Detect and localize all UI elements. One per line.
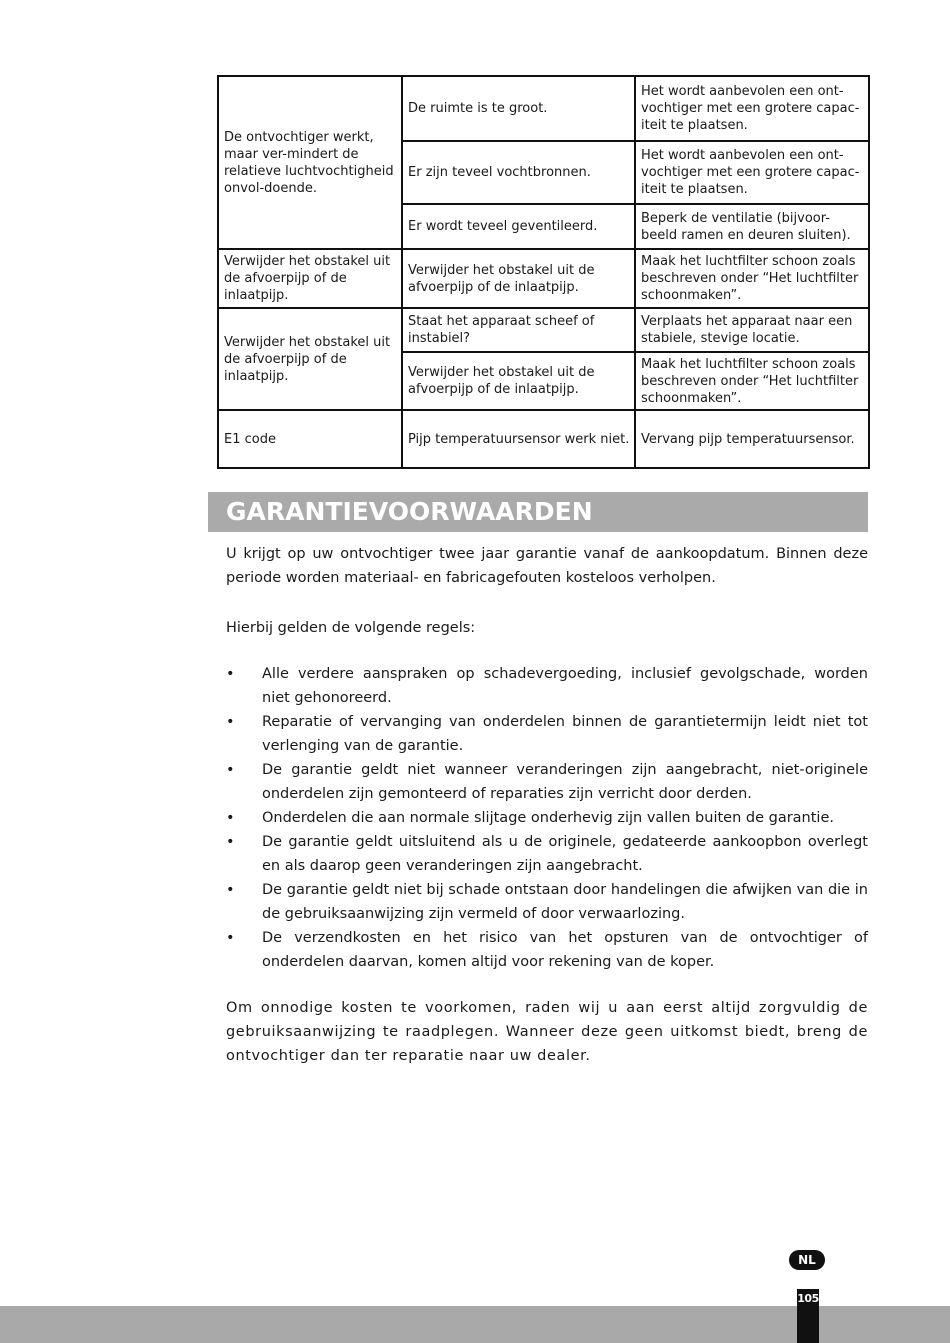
table-row (218, 410, 869, 468)
problem-cell: E1 code (218, 410, 402, 468)
table-row (218, 76, 869, 141)
list-item (226, 926, 868, 974)
rule-text: De garantie geldt niet bij schade ontstaan door handelingen die afwijken van die in de gebruiksaanwijzing zijn vermeld of door verwaarlozing. (262, 882, 868, 922)
closing-paragraph: Om onnodige kosten te voorkomen, raden wij u aan eerst altijd zorgvuldig de gebruiksaanwijzing te raadplegen. Wanneer deze geen uitkomst biedt, breng de ontvochtiger dan ter reparatie naar uw dealer. (226, 1000, 868, 1064)
problem-cell: Verwijder het obstakel uit de afvoerpijp of de inlaatpijp. (218, 249, 402, 308)
bullet-icon: • (226, 930, 235, 946)
solution-cell: Beperk de ventilatie (bijvoor-beeld ramen en deuren sluiten). (635, 204, 869, 249)
rule-text: De verzendkosten en het risico van het opsturen van de ontvochtiger of onderdelen daarvan, komen altijd voor rekening van de koper. (262, 930, 868, 970)
intro-paragraph: U krijgt op uw ontvochtiger twee jaar garantie vanaf de aankoopdatum. Binnen deze periode worden materiaal- en fabricagefouten kosteloos verholpen. (226, 546, 868, 586)
rule-text: Alle verdere aanspraken op schadevergoeding, inclusief gevolgschade, worden niet gehonoreerd. (262, 666, 868, 706)
list-item (226, 878, 868, 926)
solution-cell: Maak het luchtfilter schoon zoals beschreven onder “Het luchtfilter schoonmaken”. (635, 352, 869, 410)
rule-text: Onderdelen die aan normale slijtage onderhevig zijn vallen buiten de garantie. (262, 810, 834, 826)
solution-cell: Maak het luchtfilter schoon zoals beschreven onder “Het luchtfilter schoonmaken”. (635, 249, 869, 308)
list-item (226, 662, 868, 710)
solution-cell: Vervang pijp temperatuursensor. (635, 410, 869, 468)
bullet-icon: • (226, 810, 235, 826)
cause-cell: Verwijder het obstakel uit de afvoerpijp of de inlaatpijp. (402, 249, 635, 308)
bullet-icon: • (226, 666, 235, 682)
problem-cell: Verwijder het obstakel uit de afvoerpijp of de inlaatpijp. (218, 308, 402, 410)
cause-cell: Er wordt teveel geventileerd. (402, 204, 635, 249)
cause-cell: Verwijder het obstakel uit de afvoerpijp of de inlaatpijp. (402, 352, 635, 410)
rule-text: De garantie geldt niet wanneer veranderingen zijn aangebracht, niet-originele onderdelen zijn gemonteerd of reparaties zijn verricht door derden. (262, 762, 868, 802)
rule-text: Reparatie of vervanging van onderdelen binnen de garantietermijn leidt niet tot verlenging van de garantie. (262, 714, 868, 754)
cause-cell: Pijp temperatuursensor werk niet. (402, 410, 635, 468)
rules-intro: Hierbij gelden de volgende regels: (226, 620, 476, 636)
list-item (226, 830, 868, 878)
bullet-icon: • (226, 762, 235, 778)
list-item (226, 806, 868, 830)
problem-cell: De ontvochtiger werkt, maar ver-mindert de relatieve luchtvochtigheid onvol-doende. (218, 76, 402, 249)
section-heading: GARANTIEVOORWAARDEN (208, 492, 868, 532)
list-item (226, 758, 868, 806)
table-row (218, 249, 869, 308)
list-item (226, 710, 868, 758)
cause-cell: Staat het apparaat scheef of instabiel? (402, 308, 635, 352)
rules-list (226, 662, 868, 974)
solution-cell: Het wordt aanbevolen een ont-vochtiger met een grotere capac-iteit te plaatsen. (635, 76, 869, 141)
bullet-icon: • (226, 834, 235, 850)
cause-cell: Er zijn teveel vochtbronnen. (402, 141, 635, 204)
bullet-icon: • (226, 714, 235, 730)
rule-text: De garantie geldt uitsluitend als u de originele, gedateerde aankoopbon overlegt en als daarop geen veranderingen zijn aangebracht. (262, 834, 868, 874)
language-badge: NL (789, 1250, 825, 1270)
table-row (218, 308, 869, 352)
solution-cell: Het wordt aanbevolen een ont-vochtiger met een grotere capac-iteit te plaatsen. (635, 141, 869, 204)
troubleshooting-table (217, 75, 870, 469)
bullet-icon: • (226, 882, 235, 898)
cause-cell: De ruimte is te groot. (402, 76, 635, 141)
solution-cell: Verplaats het apparaat naar een stabiele, stevige locatie. (635, 308, 869, 352)
page-number: 105 (797, 1289, 819, 1343)
